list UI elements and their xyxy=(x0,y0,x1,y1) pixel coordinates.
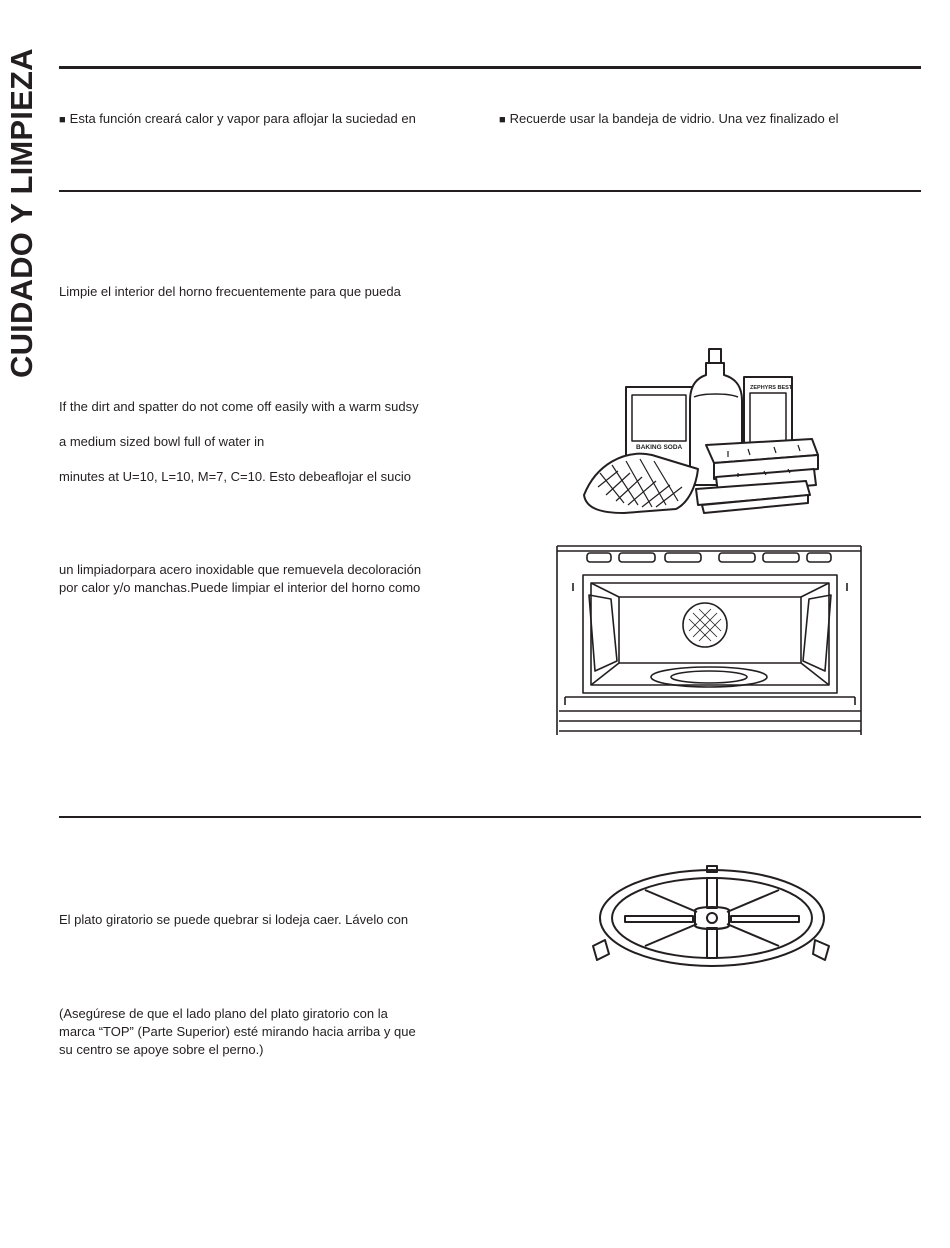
baking-soda-label: BAKING SODA xyxy=(636,444,683,451)
paragraph-stainless-line2: por calor y/o manchas.Puede limpiar el interior del horno como xyxy=(59,580,421,595)
bullet-icon: ■ xyxy=(499,114,506,126)
sidebar-section-title xyxy=(0,0,44,400)
cleaning-supplies-illustration xyxy=(578,345,838,520)
section-divider-middle xyxy=(59,190,921,192)
bottle-label: ZEPHYRS BEST xyxy=(750,385,793,391)
bullet-item-right xyxy=(499,110,838,129)
paragraph-clean-interior: Limpie el interior del horno frecuentemente para que pueda xyxy=(59,284,401,299)
bullet-text: Esta función creará calor y vapor para aflojar la suciedad en xyxy=(69,111,416,126)
paragraph-power-levels: minutes at U=10, L=10, M=7, C=10. Esto debeaflojar el sucio xyxy=(59,469,411,484)
paragraph-bowl-water: a medium sized bowl full of water in xyxy=(59,434,265,449)
bullet-icon: ■ xyxy=(59,114,66,126)
bullet-item-left xyxy=(59,110,416,129)
section-title-text: CUIDADO Y LIMPIEZA xyxy=(4,48,39,378)
paragraph-turntable: El plato giratorio se puede quebrar si lodeja caer. Lávelo con xyxy=(59,912,409,927)
oven-interior-illustration xyxy=(555,543,865,735)
bullet-text: Recuerde usar la bandeja de vidrio. Una vez finalizado el xyxy=(509,111,839,126)
turntable-support-illustration xyxy=(585,858,840,978)
paragraph-top-mark-line1: (Asegúrese de que el lado plano del plato giratorio con la xyxy=(59,1006,388,1021)
section-divider-top xyxy=(59,66,921,69)
paragraph-dirt-spatter: If the dirt and spatter do not come off easily with a warm sudsy xyxy=(59,399,419,414)
paragraph-top-mark-line2: marca “TOP” (Parte Superior) esté mirando hacia arriba y que xyxy=(59,1024,416,1039)
section-divider-bottom xyxy=(59,816,921,818)
paragraph-stainless-line1: un limpiadorpara acero inoxidable que remuevela decoloración xyxy=(59,562,422,577)
paragraph-top-mark-line3: su centro se apoye sobre el perno.) xyxy=(59,1042,264,1057)
